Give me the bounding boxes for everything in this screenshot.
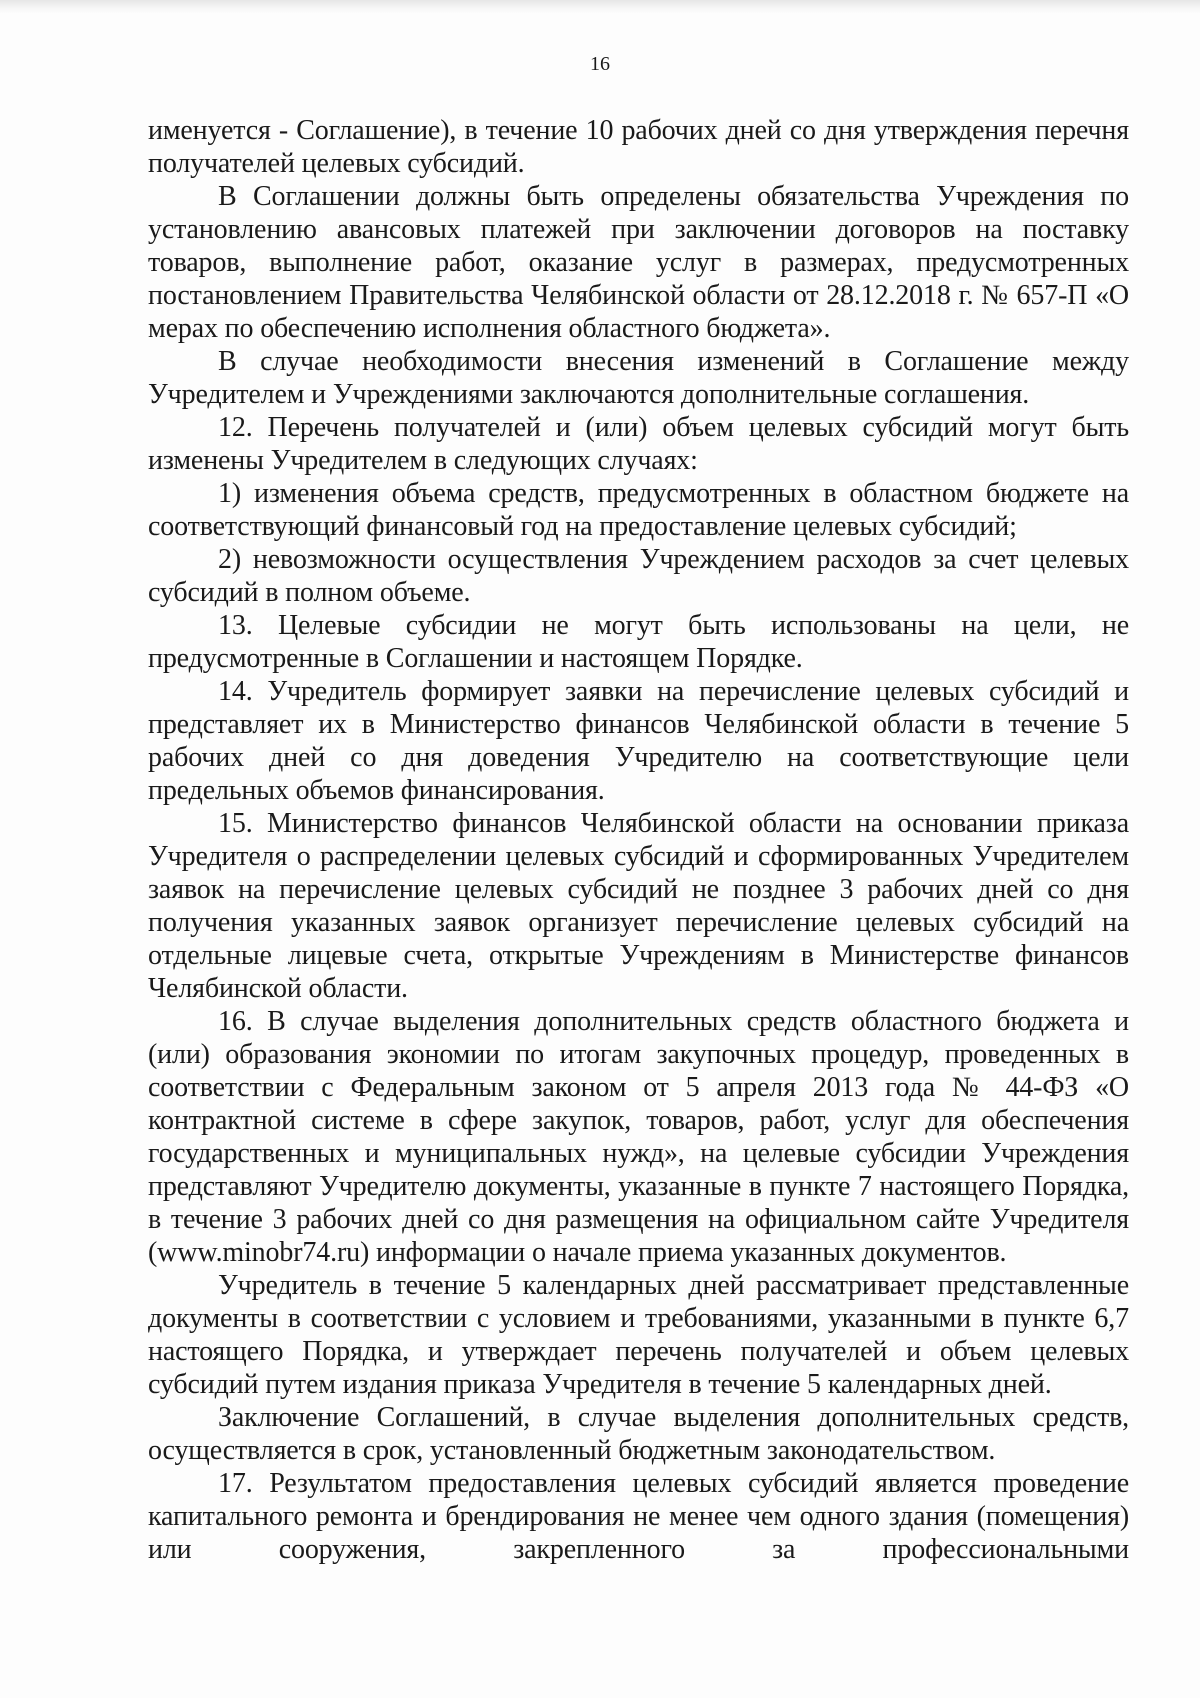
page-number: 16: [590, 53, 610, 75]
clause-15: 15. Министерство финансов Челябинской области на основании приказа Учредителя о распределении целевых субсидий и сформированных Учредителем заявок на перечисление целевых субсидий не позднее 3 рабочих дней со дня получения указанных заявок организует перечисление целевых субсидий на отдельные лицевые счета, открытые Учреждениям в Министерстве финансов Челябинской области.: [148, 808, 1129, 1004]
clause-12: 12. Перечень получателей и (или) объем целевых субсидий могут быть изменены Учредителем в следующих случаях:: [148, 412, 1129, 476]
paragraph-agreement-obligations: В Соглашении должны быть определены обязательства Учреждения по установлению авансовых платежей при заключении договоров на поставку товаров, выполнение работ, оказание услуг в размерах, предусмотренных постановлением Правительства Челябинской области от 28.12.2018 г. № 657-П «О мерах по обеспечению исполнения областного бюджета».: [148, 181, 1129, 344]
clause-16-review: Учредитель в течение 5 календарных дней рассматривает представленные документы в соответствии с условием и требованиями, указанными в пункте 6,7 настоящего Порядка, и утверждает перечень получателей и объем целевых субсидий путем издания приказа Учредителя в течение 5 календарных дней.: [148, 1270, 1129, 1400]
clause-16-conclusion: Заключение Соглашений, в случае выделения дополнительных средств, осуществляется в срок, установленный бюджетным законодательством.: [148, 1402, 1129, 1466]
scan-edge: [0, 0, 1200, 14]
clause-13: 13. Целевые субсидии не могут быть использованы на цели, не предусмотренные в Соглашении и настоящем Порядке.: [148, 610, 1129, 674]
paragraph-agreement-changes: В случае необходимости внесения изменений в Соглашение между Учредителем и Учреждениями заключаются дополнительные соглашения.: [148, 346, 1129, 410]
clause-12-item-1: 1) изменения объема средств, предусмотренных в областном бюджете на соответствующий финансовый год на предоставление целевых субсидий;: [148, 478, 1129, 542]
document-body: [148, 114, 1129, 1566]
clause-14: 14. Учредитель формирует заявки на перечисление целевых субсидий и представляет их в Министерство финансов Челябинской области в течение 5 рабочих дней со дня доведения Учредителю на соответствующие цели предельных объемов финансирования.: [148, 676, 1129, 806]
clause-12-item-2: 2) невозможности осуществления Учреждением расходов за счет целевых субсидий в полном объеме.: [148, 544, 1129, 608]
paragraph-continuation: именуется - Соглашение), в течение 10 рабочих дней со дня утверждения перечня получателей целевых субсидий.: [148, 115, 1129, 179]
clause-16: 16. В случае выделения дополнительных средств областного бюджета и (или) образования экономии по итогам закупочных процедур, проведенных в соответствии с Федеральным законом от 5 апреля 2013 года № 44-ФЗ «О контрактной системе в сфере закупок, товаров, работ, услуг для обеспечения государственных и муниципальных нужд», на целевые субсидии Учреждения представляют Учредителю документы, указанные в пункте 7 настоящего Порядка, в течение 3 рабочих дней со дня размещения на официальном сайте Учредителя (www.minobr74.ru) информации о начале приема указанных документов.: [148, 1006, 1129, 1268]
clause-17: 17. Результатом предоставления целевых субсидий является проведение капитального ремонта и брендирования не менее чем одного здания (помещения) или сооружения, закрепленного за профессиональными: [148, 1468, 1129, 1565]
